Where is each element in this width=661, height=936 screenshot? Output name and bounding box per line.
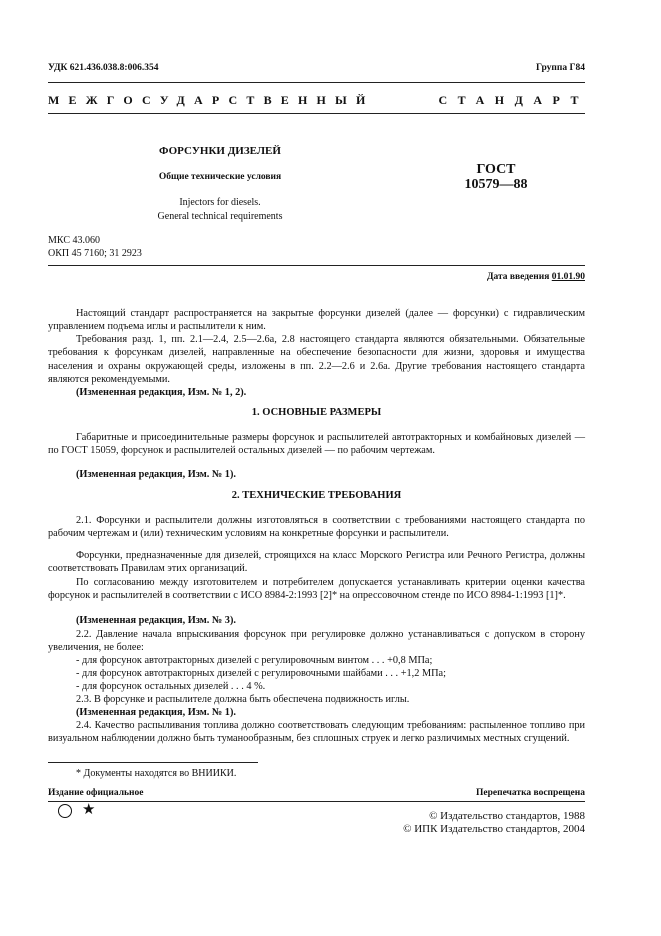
intro-amendment: (Измененная редакция, Изм. № 1, 2).: [76, 387, 247, 398]
clause-2-3: 2.3. В форсунке и распылителе должна быть обеспечена подвижность иглы.: [76, 694, 410, 705]
gost-number: 10579—88: [464, 177, 528, 192]
edition-label: Издание официальное: [48, 788, 144, 798]
clause-2-3-amendment: (Измененная редакция, Изм. № 1).: [76, 707, 236, 718]
title-english-1: Injectors for diesels.: [179, 197, 261, 208]
star-mark-icon: ★: [82, 800, 96, 818]
clause-2-1: 2.1. Форсунки и распылители должны изготовляться в соответствии с требованиями настоящего стандарта по рабочим чертежам и (или) техническим условиям на конкретные форсунки и распылители.: [48, 515, 585, 540]
page-title: ФОРСУНКИ ДИЗЕЛЕЙ: [159, 145, 281, 157]
clause-2-4: 2.4. Качество распыливания топлива должно соответствовать следующим требованиям: распыленное топливо при визуальном наблюдении должно быть туманообразным, без сплошных струек и легко различимых местных сгущений.: [48, 720, 585, 745]
header-rule: [48, 82, 585, 83]
clause-2-1-amendment: (Измененная редакция, Изм. № 3).: [76, 615, 236, 626]
effective-date-value: 01.01.90: [551, 272, 585, 282]
footnote: * Документы находятся во ВНИИКИ.: [76, 768, 237, 779]
list-item-screw: - для форсунок автотракторных дизелей с регулировочным винтом . . . +0,8 МПа;: [76, 655, 433, 666]
title-rule: [48, 265, 585, 266]
effective-date-label: Дата введения: [486, 272, 550, 282]
title-english-2: General technical requirements: [157, 211, 283, 222]
copyright-2004: © ИПК Издательство стандартов, 2004: [403, 823, 585, 835]
gost-label: ГОСТ: [476, 162, 516, 177]
clause-2-1-iso: По согласованию между изготовителем и потребителем допускается устанавливать критерии оценки качества форсунок и распылителей в соответствии с ИСО 8984-2:1993 [2]* на опрессовочном стенде по ИСО 8984-1:1993 [1]*.: [48, 577, 585, 602]
banner-standard: СТАНДАРТ: [438, 93, 589, 107]
udk-code: УДК 621.436.038.8:006.354: [48, 63, 159, 73]
clause-2-1-registry: Форсунки, предназначенные для дизелей, строящихся на класс Морского Регистра или Речного Регистра, должны соответствовать Правилам этих организаций.: [48, 550, 585, 575]
mks-code: МКС 43.060: [48, 235, 100, 246]
reprint-label: Перепечатка воспрещена: [475, 788, 585, 798]
section-2-heading: 2. ТЕХНИЧЕСКИЕ ТРЕБОВАНИЯ: [231, 490, 402, 501]
section-1-paragraph: Габаритные и присоединительные размеры форсунок и распылителей автотракторных и комбайновых дизелей — по ГОСТ 15059, форсунок и распылителей остальных дизелей — по рабочим чертежам.: [48, 432, 585, 457]
circle-mark-icon: [58, 804, 72, 818]
section-1-amendment: (Измененная редакция, Изм. № 1).: [76, 469, 236, 480]
banner-interstate: МЕЖГОСУДАРСТВЕННЫЙ: [48, 93, 375, 107]
section-1-heading: 1. ОСНОВНЫЕ РАЗМЕРЫ: [251, 407, 382, 418]
group-code: Группа Г84: [536, 63, 585, 73]
intro-paragraph-2: Требования разд. 1, пп. 2.1—2.4, 2.5—2.6а, 2.8 настоящего стандарта являются обязательными. Обязательные требования к форсункам дизелей, направленные на обеспечение безопасности для жизни, здоровья и имущества населения и охраны окружающей среды, изложены в пп. 2.2—2.6 и 2.6а. Другие требования настоящего стандарта являются рекомендуемыми.: [48, 334, 585, 386]
page-subtitle: Общие технические условия: [158, 172, 282, 182]
list-item-other: - для форсунок остальных дизелей . . . 4 %.: [76, 681, 266, 692]
clause-2-2: 2.2. Давление начала впрыскивания форсунок при регулировке должно устанавливаться с допуском в сторону увеличения, не более:: [48, 629, 585, 654]
effective-date: [487, 272, 585, 282]
list-item-washers: - для форсунок автотракторных дизелей с регулировочными шайбами . . . +1,2 МПа;: [76, 668, 446, 679]
footnote-rule: [48, 762, 258, 763]
intro-paragraph-1: Настоящий стандарт распространяется на закрытые форсунки дизелей (далее — форсунки) с гидравлическим управлением подъема иглы и распылители к ним.: [48, 308, 585, 333]
okp-code: ОКП 45 7160; 31 2923: [48, 248, 142, 259]
banner-rule: [48, 113, 585, 114]
footer-rule: [48, 801, 585, 802]
copyright-1988: © Издательство стандартов, 1988: [429, 810, 585, 822]
